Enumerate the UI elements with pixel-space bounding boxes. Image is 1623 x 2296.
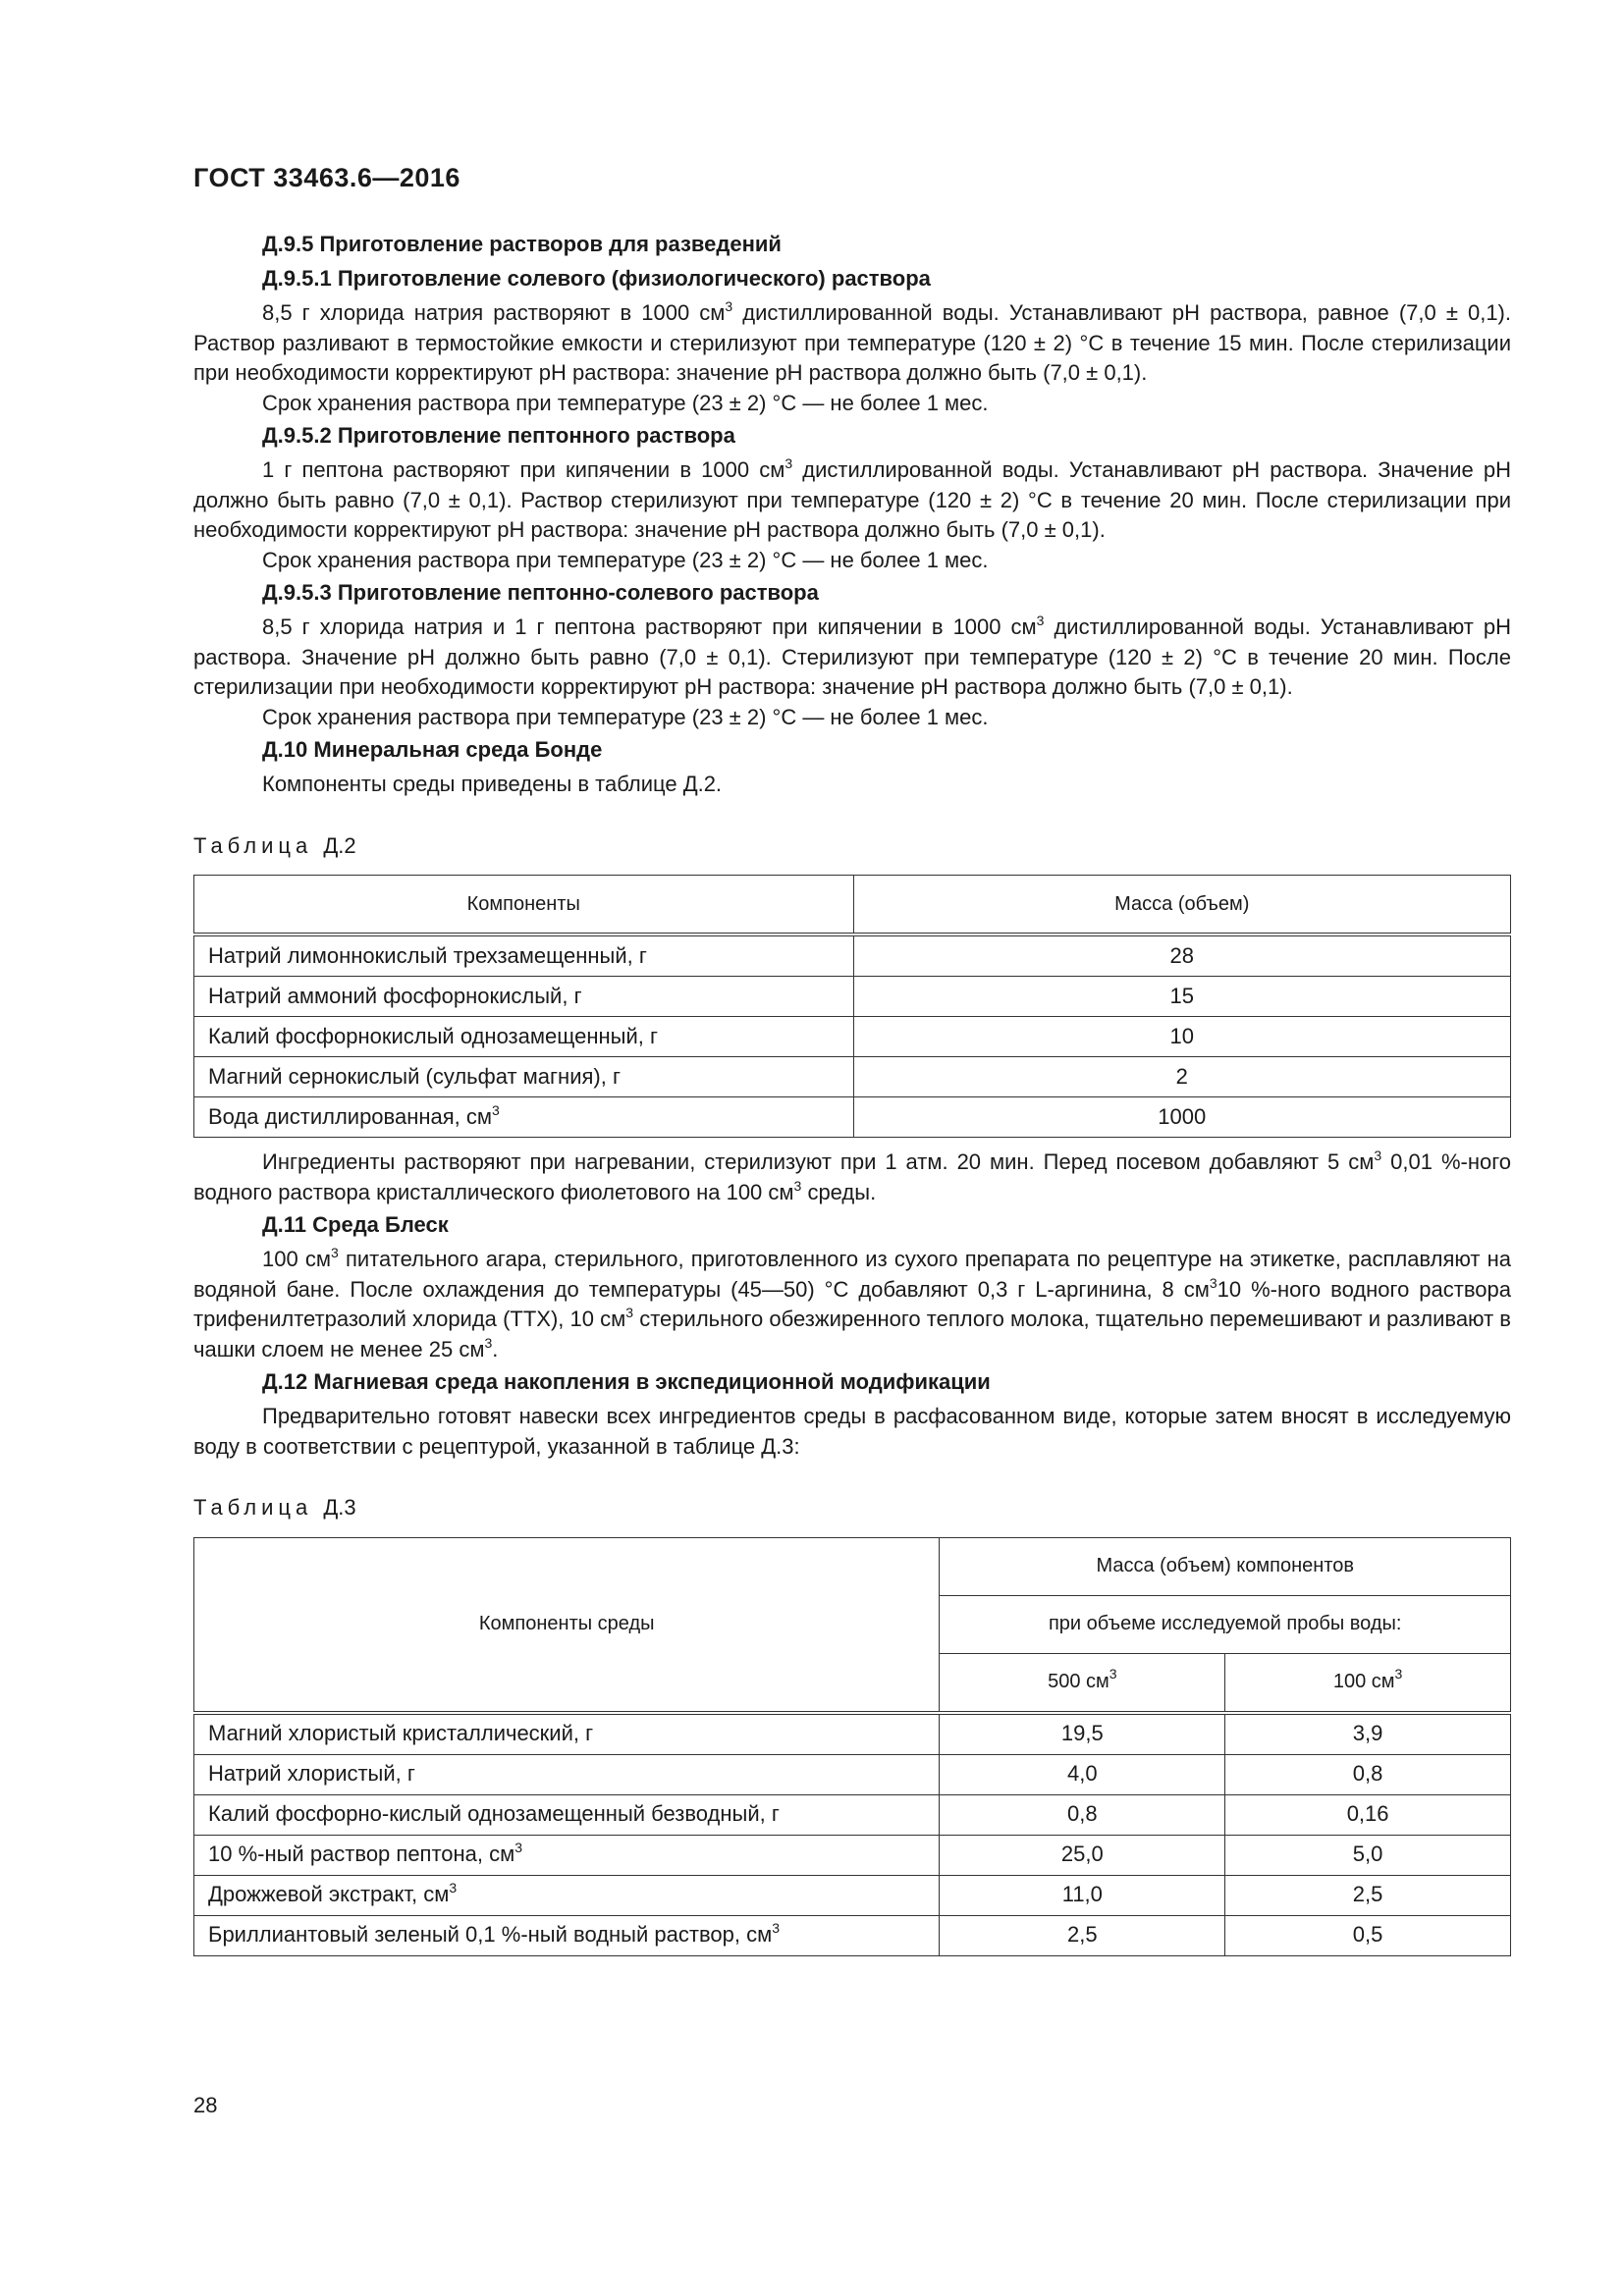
table-row: Натрий аммоний фосфорнокислый, г 15 xyxy=(194,977,1511,1017)
paragraph-d10-intro: Компоненты среды приведены в таблице Д.2. xyxy=(262,772,723,796)
table-row: Натрий хлористый, г 4,0 0,8 xyxy=(194,1754,1511,1794)
table-row: Калий фосфорно-кислый однозамещенный безводный, г 0,8 0,16 xyxy=(194,1794,1511,1835)
storage-note-d953: Срок хранения раствора при температуре (23 ± 2) °С — не более 1 мес. xyxy=(262,704,989,729)
section-heading-d12: Д.12 Магниевая среда накопления в экспедиционной модификации xyxy=(262,1369,991,1394)
table-row: Магний хлористый кристаллический, г 19,5 3,9 xyxy=(194,1713,1511,1755)
table-row: Вода дистиллированная, $см^3$ 1000 xyxy=(194,1097,1511,1138)
section-heading-d10: Д.10 Минеральная среда Бонде xyxy=(262,737,603,762)
table-header-components-media: Компоненты среды xyxy=(194,1537,940,1713)
paragraph-d953: 8,5 г хлорида натрия и 1 г пептона растворяют при кипячении в 1000 $см^3$ дистиллированной воды. Устанавливают pH раствора. Значение pH должно быть равно (7,0 ± 0,1). Стерилизуют при температуре (120 ± 2) °С в течение 20 мин. После стерилизации при необходимости корректируют pH раствора: значение pH раствора должно быть (7,0 ± 0,1). xyxy=(193,613,1512,699)
document-body xyxy=(193,230,1511,1956)
table-caption-d2: Таблица Д.2 xyxy=(193,832,356,858)
table-d3 xyxy=(193,1537,1511,1956)
page-number: 28 xyxy=(193,2093,218,2117)
table-row: Натрий лимоннокислый трехзамещенный, г 28 xyxy=(194,934,1511,977)
subsection-heading-d953: Д.9.5.3 Приготовление пептонно-солевого раствора xyxy=(262,580,819,605)
document-header: ГОСТ 33463.6—2016 xyxy=(193,163,460,192)
table-header-mass-components: Масса (объем) компонентов xyxy=(940,1537,1511,1595)
table-row: Дрожжевой экстракт, $см^3$ 11,0 2,5 xyxy=(194,1875,1511,1915)
table-header-sample-volume: при объеме исследуемой пробы воды: xyxy=(940,1595,1511,1653)
subsection-heading-d952: Д.9.5.2 Приготовление пептонного раствора xyxy=(262,423,735,448)
storage-note-d952: Срок хранения раствора при температуре (23 ± 2) °С — не более 1 мес. xyxy=(262,547,989,572)
table-header-mass: Масса (объем) xyxy=(853,876,1510,935)
table-row: 10 %-ный раствор пептона, $см^3$ 25,0 5,0 xyxy=(194,1835,1511,1875)
paragraph-d10-after: Ингредиенты растворяют при нагревании, стерилизуют при 1 атм. 20 мин. Перед посевом добавляют 5 $см^3$ 0,01 %-ного водного раствора кристаллического фиолетового на 100 $см^3$ среды. xyxy=(193,1148,1511,1204)
section-heading-d95: Д.9.5 Приготовление растворов для разведений xyxy=(262,232,782,256)
table-row: Магний сернокислый (сульфат магния), г 2 xyxy=(194,1057,1511,1097)
table-caption-d3: Таблица Д.3 xyxy=(193,1495,356,1520)
section-heading-d11: Д.11 Среда Блеск xyxy=(262,1212,449,1237)
storage-note-d951: Срок хранения раствора при температуре (23 ± 2) °С — не более 1 мес. xyxy=(262,390,989,415)
table-header-500: 500 $см^3$ xyxy=(940,1653,1225,1713)
table-header-components: Компоненты xyxy=(194,876,854,935)
paragraph-d951: 8,5 г хлорида натрия растворяют в 1000 $см^3$ дистиллированной воды. Устанавливают pH раствора, равное (7,0 ± 0,1). Раствор разливают в термостойкие емкости и стерилизуют при температуре (120 ± 2) °С в течение 15 мин. После стерилизации при необходимости корректируют pH раствора: значение pH раствора должно быть (7,0 ± 0,1). xyxy=(193,298,1511,385)
table-d2 xyxy=(193,875,1511,1138)
table-header-100: 100 $см^3$ xyxy=(1225,1653,1511,1713)
paragraph-d12-intro: Предварительно готовят навески всех ингредиентов среды в расфасованном виде, которые затем вносят в исследуемую воду в соответствии с рецептурой, указанной в таблице Д.3: xyxy=(193,1404,1511,1459)
subsection-heading-d951: Д.9.5.1 Приготовление солевого (физиологического) раствора xyxy=(262,266,931,291)
paragraph-d952: 1 г пептона растворяют при кипячении в 1000 $см^3$ дистиллированной воды. Устанавливают pH раствора. Значение pH должно быть равно (7,0 ± 0,1). Раствор стерилизуют при температуре (120 ± 2) °С в течение 20 мин. После стерилизации при необходимости корректируют pH раствора: значение pH раствора должно быть (7,0 ± 0,1). xyxy=(193,455,1511,542)
table-row: Бриллиантовый зеленый 0,1 %-ный водный раствор, $см^3$ 2,5 0,5 xyxy=(194,1915,1511,1955)
table-row: Калий фосфорнокислый однозамещенный, г 10 xyxy=(194,1017,1511,1057)
paragraph-d11: 100 $см^3$ питательного агара, стерильного, приготовленного из сухого препарата по рецептуре на этикетке, расплавляют на водяной бане. После охлаждения до температуры (45—50) °С добавляют 0,3 г L-аргинина, 8 $см^310$ %-ного водного раствора трифенилтетразолий хлорида (ТТХ), 10 $см^3$ стерильного обезжиренного теплого молока, тщательно перемешивают и разливают в чашки слоем не менее 25 $см^3$. xyxy=(193,1245,1511,1362)
